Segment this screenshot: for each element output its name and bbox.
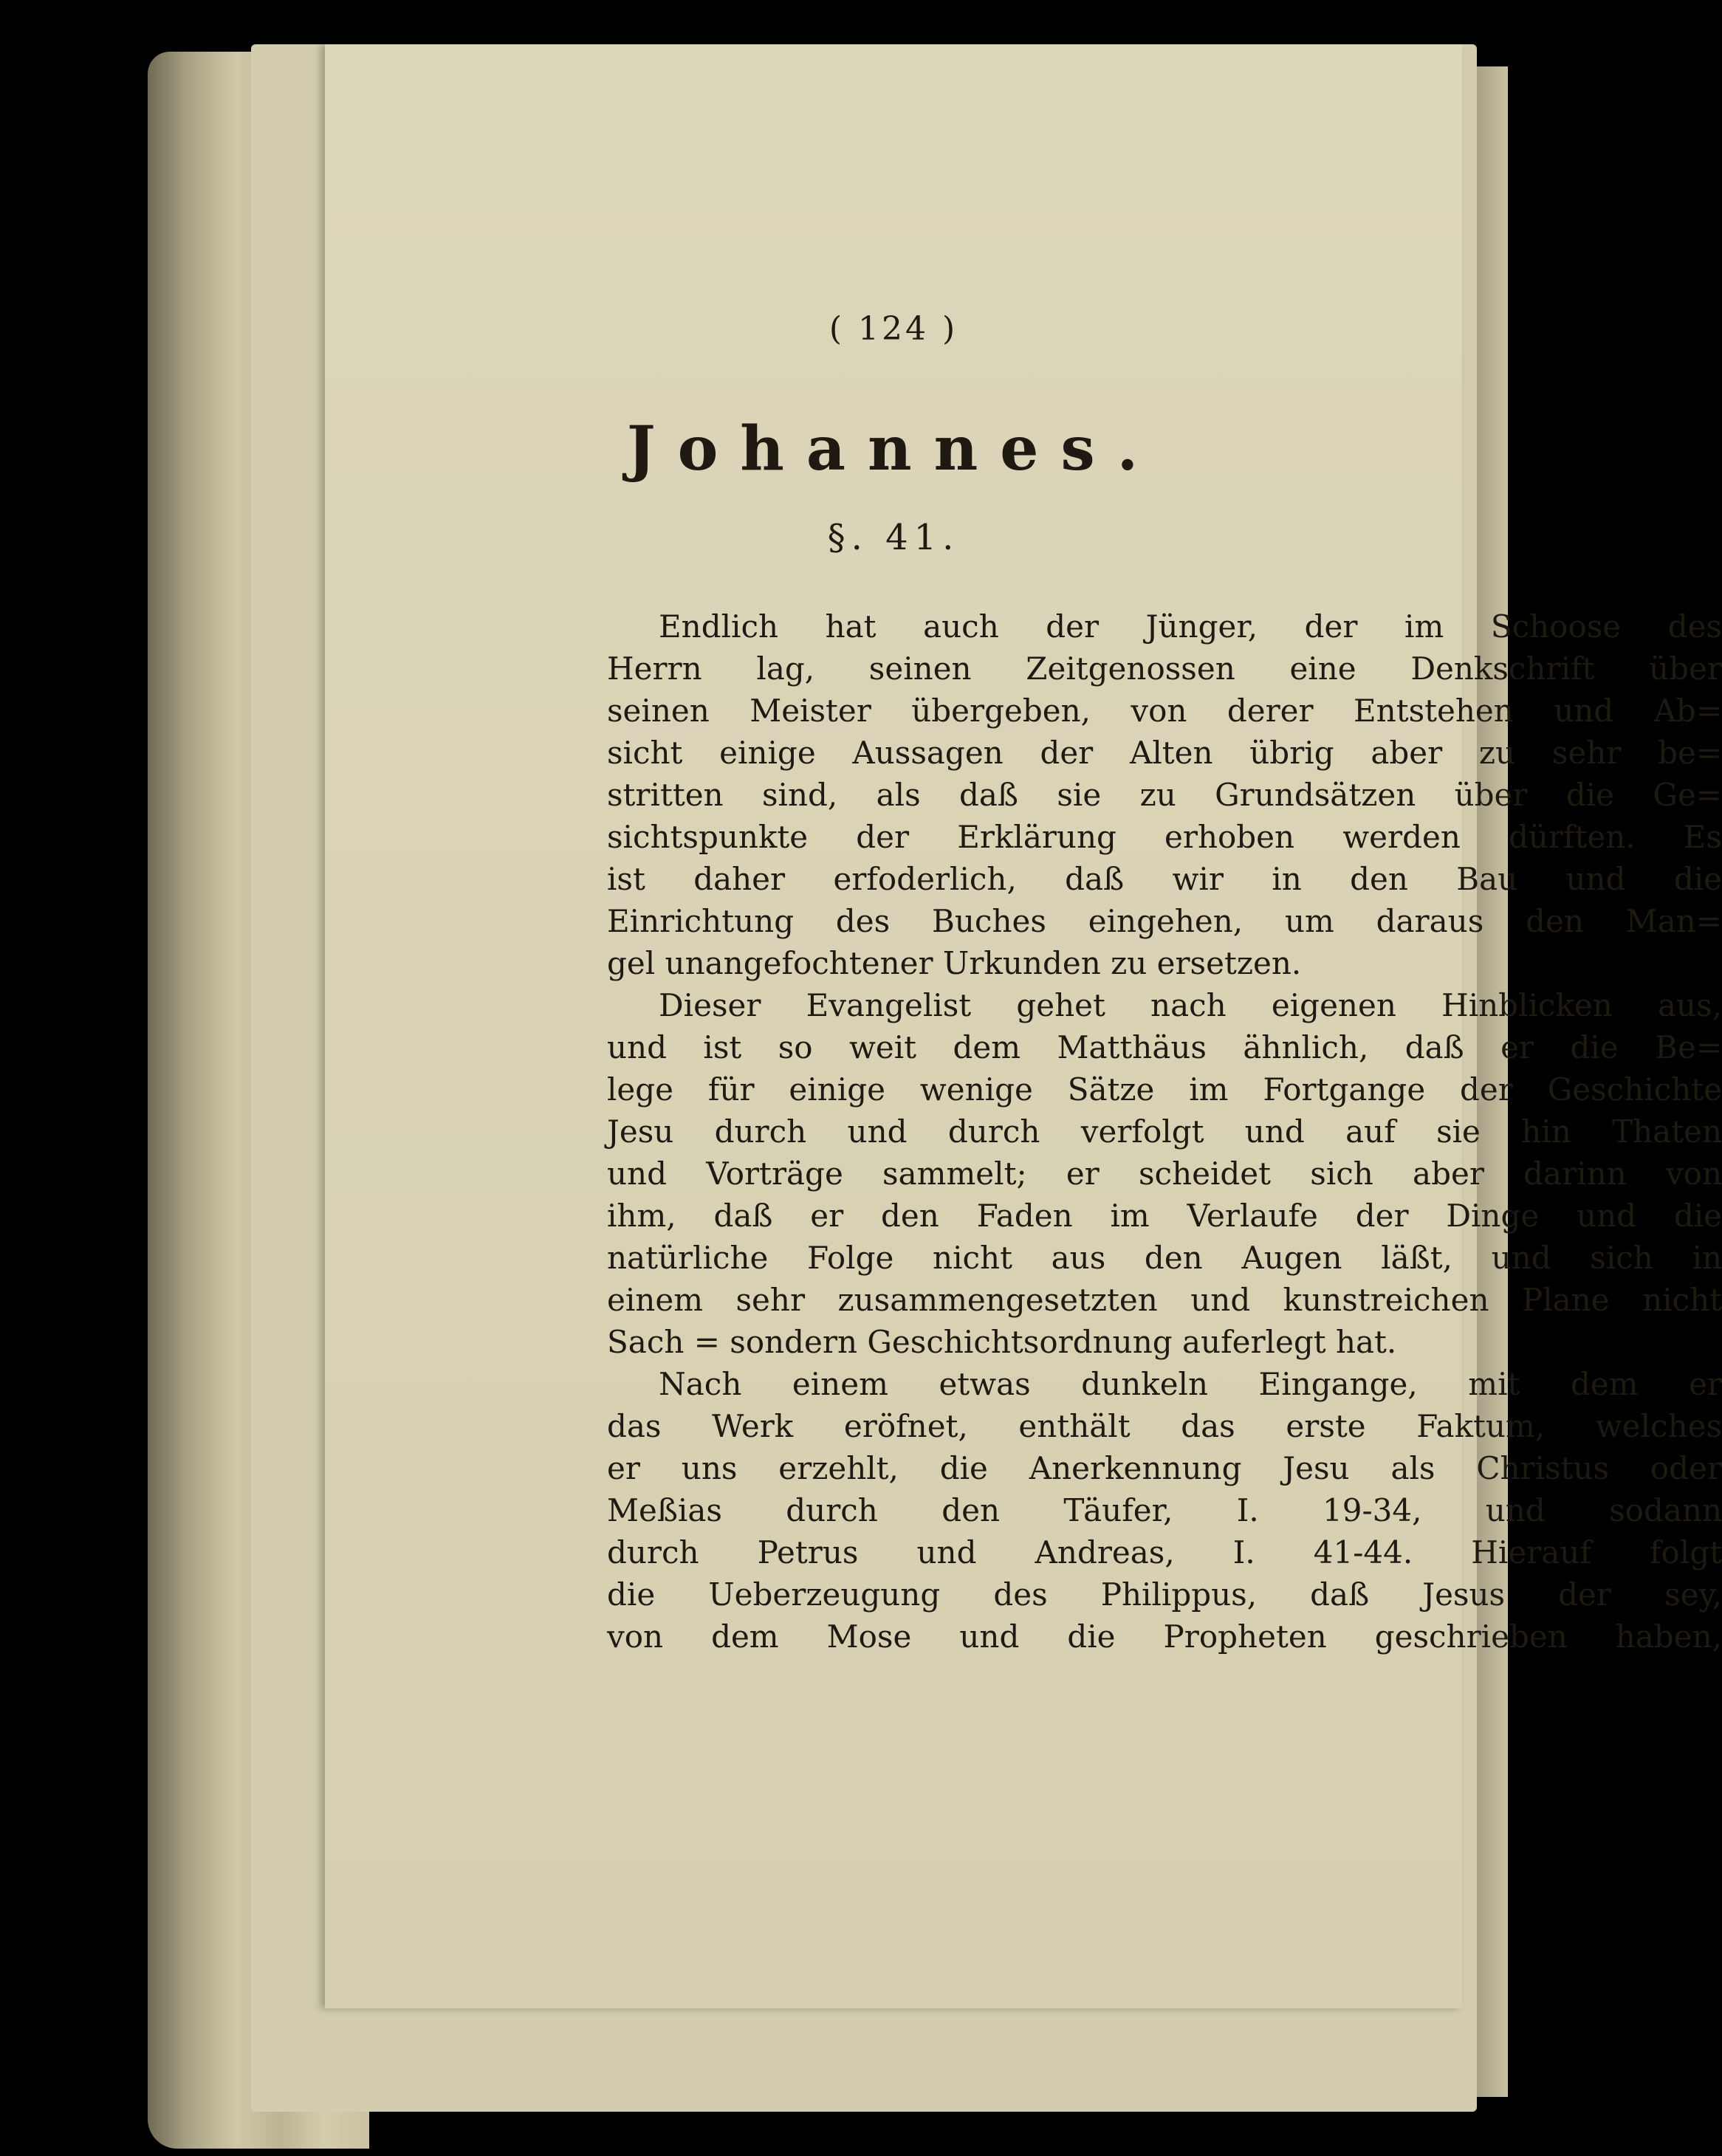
text-line: ihm, daß er den Faden im Verlaufe der Dinge und die (607, 1198, 1722, 1234)
text-line: sichtspunkte der Erklärung erhoben werden dürften. Es (607, 819, 1722, 855)
text-line: gel unangefochtener Urkunden zu ersetzen. (607, 945, 1302, 981)
text-line: das Werk eröfnet, enthält das erste Faktum, welches (607, 1408, 1722, 1444)
section-number: §. 41. (827, 517, 960, 558)
text-line: durch Petrus und Andreas, I. 41-44. Hierauf folgt (607, 1534, 1722, 1570)
text-line: stritten sind, als daß sie zu Grundsätzen über die Ge= (607, 777, 1722, 813)
page-number: ( 124 ) (829, 310, 958, 348)
text-line: Einrichtung des Buches eingehen, um daraus den Man= (607, 903, 1722, 939)
text-line: lege für einige wenige Sätze im Fortgange der Geschichte (607, 1071, 1722, 1108)
text-line: Dieser Evangelist gehet nach eigenen Hinblicken aus, (659, 987, 1722, 1023)
text-line: einem sehr zusammengesetzten und kunstreichen Plane nicht (607, 1282, 1722, 1318)
text-line: natürliche Folge nicht aus den Augen läßt, und sich in (607, 1240, 1722, 1276)
text-line: Meßias durch den Täufer, I. 19-34, und sodann (607, 1492, 1722, 1528)
text-line: seinen Meister übergeben, von derer Entstehen und Ab= (607, 693, 1722, 729)
text-line: sicht einige Aussagen der Alten übrig aber zu sehr be= (607, 735, 1722, 771)
text-line: ist daher erfoderlich, daß wir in den Bau und die (607, 861, 1722, 897)
chapter-title: Johannes. (626, 413, 1161, 484)
text-line: er uns erzehlt, die Anerkennung Jesu als Christus oder (607, 1450, 1722, 1486)
body-text (607, 605, 1722, 1658)
text-line: und Vorträge sammelt; er scheidet sich aber darinn von (607, 1156, 1722, 1192)
text-line: Herrn lag, seinen Zeitgenossen eine Denkschrift über (607, 650, 1722, 687)
text-line: von dem Mose und die Propheten geschrieben haben, (607, 1618, 1722, 1655)
text-line: Sach = sondern Geschichtsordnung auferlegt hat. (607, 1324, 1397, 1360)
text-line: die Ueberzeugung des Philippus, daß Jesus der sey, (607, 1576, 1722, 1613)
text-line: Endlich hat auch der Jünger, der im Schoose des (659, 608, 1722, 645)
text-line: Jesu durch und durch verfolgt und auf sie hin Thaten (607, 1113, 1722, 1150)
text-line: Nach einem etwas dunkeln Eingange, mit dem er (659, 1366, 1722, 1402)
book-page (325, 44, 1722, 2008)
text-line: und ist so weit dem Matthäus ähnlich, daß er die Be= (607, 1029, 1722, 1065)
